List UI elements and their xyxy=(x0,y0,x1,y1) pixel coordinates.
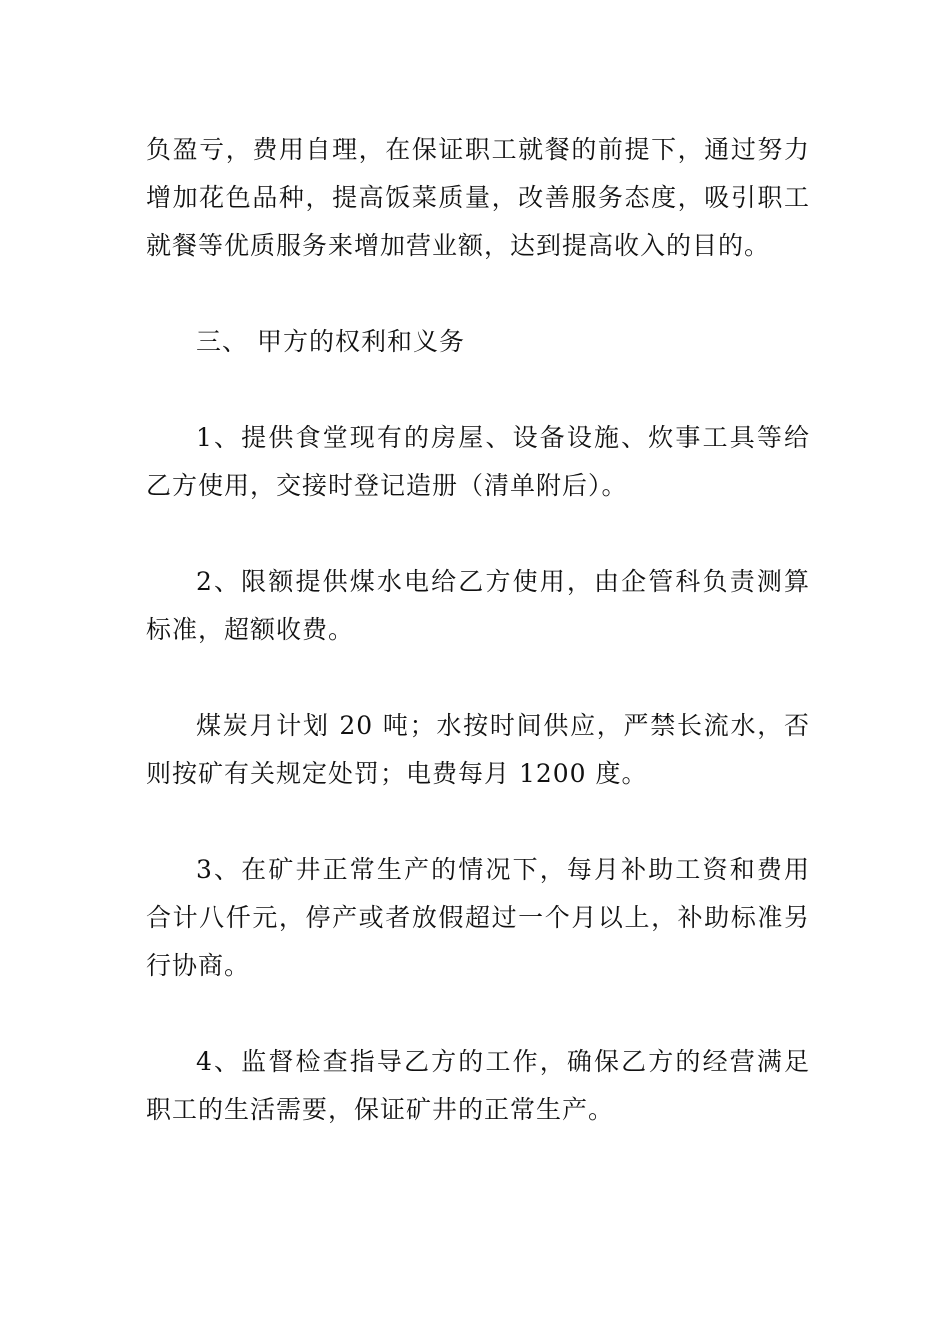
paragraph-spacer xyxy=(146,366,810,414)
clause-4: 4、监督检查指导乙方的工作，确保乙方的经营满足职工的生活需要，保证矿井的正常生产。 xyxy=(146,1047,810,1124)
paragraph-spacer xyxy=(146,990,810,1038)
paragraph-continuation: 负盈亏，费用自理，在保证职工就餐的前提下，通过努力增加花色品种，提高饭菜质量，改善服务态度，吸引职工就餐等优质服务来增加营业额，达到提高收入的目的。 xyxy=(146,135,810,260)
clause-2-details: 煤炭月计划 20 吨；水按时间供应，严禁长流水，否则按矿有关规定处罚；电费每月 1200 度。 xyxy=(146,711,810,788)
paragraph-spacer xyxy=(146,654,810,702)
paragraph-spacer xyxy=(146,798,810,846)
document-body xyxy=(146,126,810,1134)
clause-1: 1、提供食堂现有的房屋、设备设施、炊事工具等给乙方使用，交接时登记造册（清单附后）。 xyxy=(146,423,810,500)
section-heading: 三、 甲方的权利和义务 xyxy=(196,327,465,356)
paragraph-spacer xyxy=(146,510,810,558)
paragraph-spacer xyxy=(146,270,810,318)
clause-3: 3、在矿井正常生产的情况下，每月补助工资和费用合计八仟元，停产或者放假超过一个月以上，补助标准另行协商。 xyxy=(146,855,810,980)
clause-2: 2、限额提供煤水电给乙方使用，由企管科负责测算标准，超额收费。 xyxy=(146,567,810,644)
